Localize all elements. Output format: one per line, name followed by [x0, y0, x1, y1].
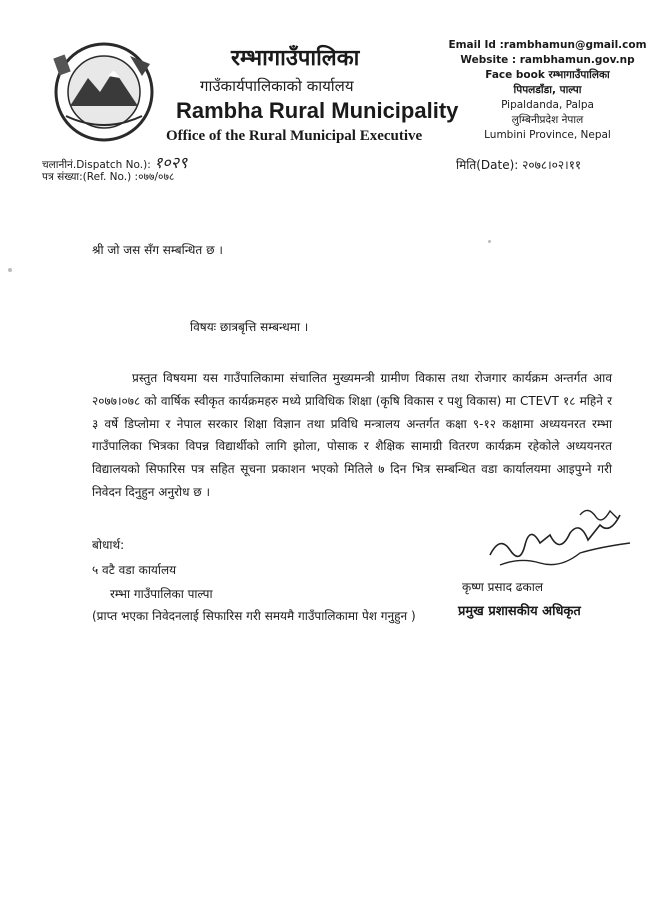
en-office-title: Office of the Rural Municipal Executive [166, 128, 423, 144]
letter-date [456, 156, 581, 173]
cc-label: बोधार्थ: [92, 538, 125, 552]
dispatch-label: चलानीनं.Dispatch No.): [42, 159, 151, 171]
salutation: श्री जो जस सँग सम्बन्धित छ । [92, 243, 223, 257]
contact-facebook: Face book रम्भागाउँपालिका [485, 69, 610, 81]
contact-en-address: Pipaldanda, Palpa [501, 99, 594, 111]
letter-body [92, 367, 612, 504]
ref-value: ०७७/०७८ [138, 171, 175, 183]
contact-block [440, 38, 655, 143]
subject-line: विषयः छात्रबृत्ति सम्बन्धमा । [190, 320, 309, 334]
contact-email: Email Id :rambhamun@gmail.com [448, 39, 647, 51]
contact-website: Website : rambhamun.gov.np [460, 54, 635, 66]
date-value: २०७८।०२।११ [522, 158, 582, 172]
ref-label: पत्र संख्या:(Ref. No.) : [42, 171, 139, 183]
cc-item: रम्भा गाउँपालिका पाल्पा [110, 587, 213, 601]
body-paragraph: प्रस्तुत विषयमा यस गाउँपालिकामा संचालित मुख्यमन्त्री ग्रामीण विकास तथा रोजगार कार्यक्रम अन्तर्गत आव २०७७।०७८ को वार्षिक स्वीकृत कार्यक्रमहरु मध्ये प्राविधिक शिक्षा (कृषि विकास र पशु विकास) मा CTEVT १८ महिने र ३ वर्षे डिप्लोमा र नेपाल सरकार शिक्षा विज्ञान तथा प्रविधि मन्त्रालय अन्तर्गत कक्षा ९-१२ कक्षामा अध्ययनरत रम्भा गाउँपालिका भित्रका विपन्न विद्यार्थीको लागि झोला, पोसाक र शैक्षिक सामाग्री वितरण कार्यक्रम रहेकोले अध्ययनरत विद्यालयको सिफारिस पत्र सहित सूचना प्रकाशन भएको मितिले ७ दिन भित्र सम्बन्धित वडा कार्यालयमा आइपुग्ने गरी निवेदन दिनुहुन अनुरोध छ । [92, 371, 612, 499]
en-municipality-title: Rambha Rural Municipality [176, 98, 459, 123]
contact-np-address: पिपलडाँडा, पाल्पा [513, 84, 582, 96]
scan-speck [8, 268, 12, 272]
np-municipality-title: रम्भागाउँपालिका [231, 46, 360, 71]
np-office-title: गाउँकार्यपालिकाको कार्यालय [200, 77, 354, 95]
scan-speck [488, 240, 491, 243]
date-label: मिति(Date): [456, 158, 519, 172]
cc-item: ५ वटै वडा कार्यालय [92, 563, 177, 577]
contact-en-province: Lumbini Province, Nepal [484, 129, 611, 141]
contact-np-province: लुम्बिनीप्रदेश नेपाल [511, 114, 584, 126]
municipality-logo [38, 36, 170, 148]
cc-item: (प्राप्त भएका निवेदनलाई सिफारिस गरी समयमै गाउँपालिकामा पेश गनुहुन ) [92, 609, 416, 623]
signatory-name: कृष्ण प्रसाद ढकाल [462, 580, 544, 594]
dispatch-value: १०२९ [154, 153, 188, 172]
reference-number [42, 170, 174, 184]
signatory-title: प्रमुख प्रशासकीय अधिकृत [458, 604, 581, 619]
handwritten-signature [480, 495, 640, 585]
